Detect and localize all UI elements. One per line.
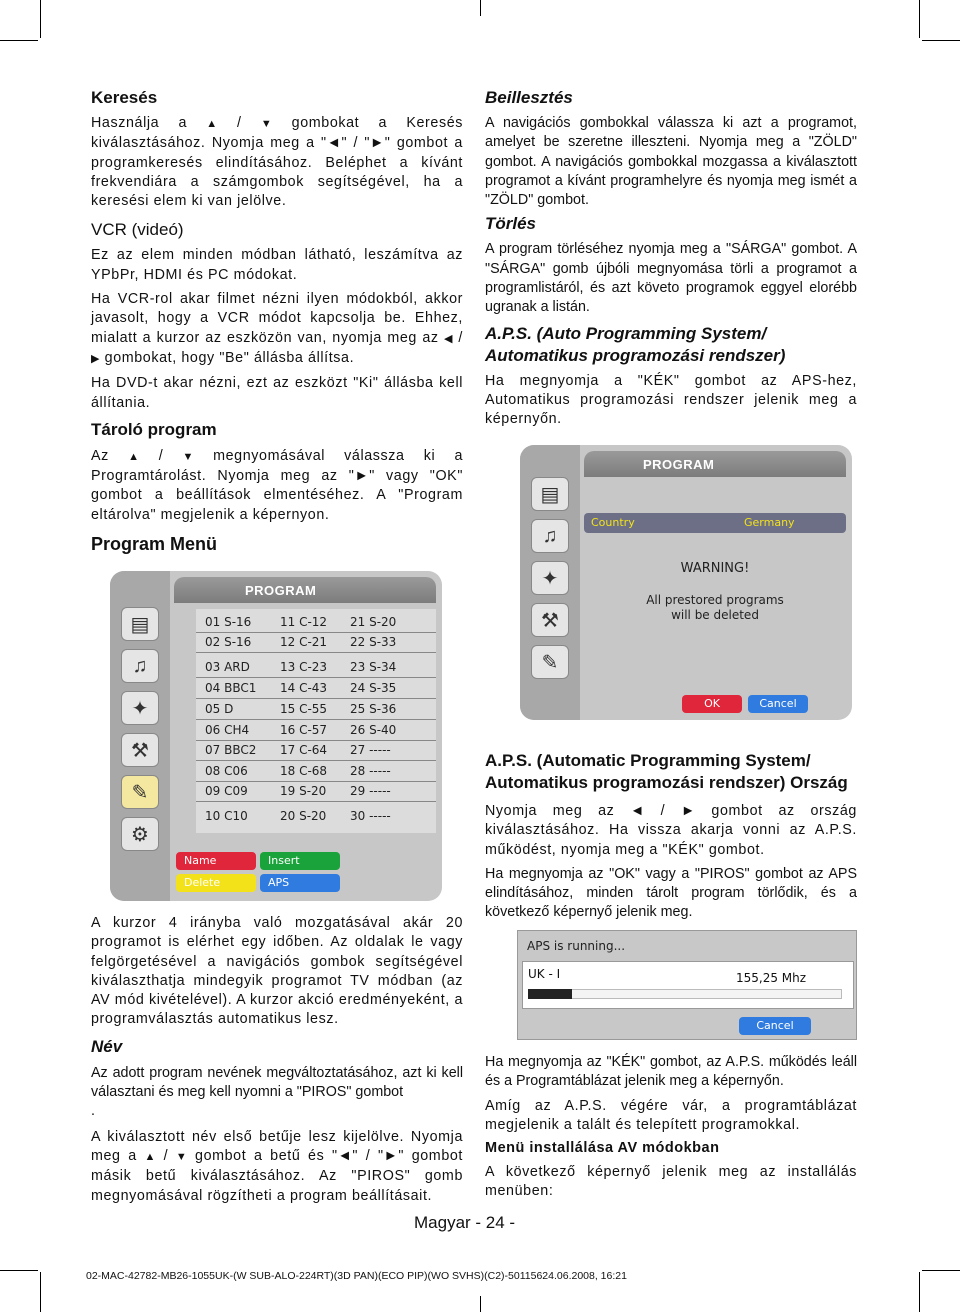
grid-line [196, 760, 436, 761]
down-arrow-icon: ▼ [182, 450, 194, 463]
install-icon: ⚒ [531, 603, 569, 637]
nev-text-2: A kiválasztott név első betűje lesz kijelölve. Nyomja meg a ▲ / ▼ gombot a betű és "◄" / "►" gombot másik betű kiválasztásához. Az "PIROS" gomb megnyomásával rögzítheti a program beállításait. [91, 1128, 463, 1204]
crop-mark [919, 0, 920, 38]
down-arrow-icon: ▼ [175, 1150, 188, 1163]
grid-line [196, 698, 436, 699]
section-title-vcr: VCR (videó) [91, 220, 184, 240]
crop-mark [922, 1270, 960, 1271]
country-label: Country [591, 516, 635, 529]
program-cell[interactable]: 27 ----- [350, 743, 391, 757]
section-title-taro: Tároló program [91, 419, 217, 439]
ok-button[interactable]: OK [682, 695, 742, 713]
warning-title: WARNING! [680, 561, 750, 576]
program-cell[interactable]: 05 D [205, 702, 234, 716]
feature-icon: ✦ [121, 691, 159, 725]
picture-icon: ▤ [121, 607, 159, 641]
aps-running-title: APS is running... [527, 939, 626, 953]
grid-line [196, 677, 436, 678]
section-title-aps-country: A.P.S. (Automatic Programming System/ Automatikus programozási rendszer) Ország [485, 751, 848, 792]
up-arrow-icon: ▲ [128, 450, 140, 463]
aps-running-box [517, 930, 857, 1040]
grid-line [196, 801, 436, 802]
program-cell[interactable]: 11 C-12 [280, 615, 328, 629]
crop-mark [919, 1272, 920, 1312]
install-icon: ⚒ [121, 733, 159, 767]
left-arrow-icon: ◀ [444, 332, 454, 345]
right-column-bottom [485, 1053, 857, 1202]
av-text: A következő képernyő jelenik meg az installálás menüben: [485, 1164, 857, 1200]
section-title-program-menu: Program Menü [91, 534, 218, 555]
torles-text: A program törléséhez nyomja meg a "SÁRGA" gombot. A "SÁRGA" gomb újbóli megnyomása törli a programot a programlistáról, és azt követo programok eggyel elorébb ugranak a listán. [485, 241, 857, 316]
aps-progress-fill [528, 989, 572, 999]
sound-icon: ♫ [121, 649, 159, 683]
country-value: Germany [744, 516, 795, 529]
nev-text-1: Az adott program nevének megváltoztatásához, azt ki kell választani és meg kell nyomni a "PIROS" gombot . [91, 1064, 463, 1120]
program-cell[interactable]: 19 S-20 [280, 784, 327, 798]
crop-mark [480, 0, 481, 16]
section-title-av: Menü installálása AV módokban [485, 1140, 720, 1157]
program-cell[interactable]: 28 ----- [350, 764, 391, 778]
program-cell[interactable]: 23 S-34 [350, 660, 397, 674]
right-arrow-icon: ▶ [91, 352, 101, 365]
section-title-nev: Név [91, 1036, 123, 1056]
aps-cancel-button[interactable]: Cancel [739, 1017, 811, 1035]
program-cell[interactable]: 16 C-57 [280, 723, 328, 737]
program-cell[interactable]: 02 S-16 [205, 635, 252, 649]
warning-message-2: will be deleted [671, 608, 759, 622]
program-cell[interactable]: 21 S-20 [350, 615, 397, 629]
vcr-text-3: Ha DVD-t akar nézni, ezt az eszközt "Ki" állásba kell állítania. [91, 375, 463, 411]
program-cell[interactable]: 01 S-16 [205, 615, 252, 629]
program-cell[interactable]: 07 BBC2 [205, 743, 257, 757]
right-column [485, 87, 857, 430]
taro-text: Az ▲ / ▼ megnyomásával válassza ki a Programtárolást. Nyomja meg az "►" vagy "OK" gombot a beállítások elmentéséhez. A "Program eltárolva" megjelenik a képernyon. [91, 447, 464, 523]
aps-country-text-2: Ha megnyomja az "OK" vagy a "PIROS" gombot az APS elindításához, minden tárolt program törlődik, és a következő képernyő jelenik meg. [485, 865, 857, 921]
aps-progress-area [522, 961, 854, 1009]
aps-progress-track [528, 989, 842, 999]
menu-title: PROGRAM [643, 457, 715, 472]
section-title-aps: A.P.S. (Auto Programming System/ Automatikus programozási rendszer) [485, 323, 786, 365]
program-icon: ✎ [121, 775, 159, 809]
delete-button[interactable]: Delete [176, 874, 256, 892]
program-cell[interactable]: 15 C-55 [280, 702, 328, 716]
print-footer: 02-MAC-42782-MB26-1055UK-(W SUB-ALO-224RT)(3D PAN)(ECO PIP)(WO SVHS)(C2)-50115624.06.2008, 16:21 [86, 1270, 627, 1282]
left-column [91, 87, 463, 555]
crop-mark [480, 1296, 481, 1312]
grid-line [196, 740, 436, 741]
aps-stop-text: Ha megnyomja az "KÉK" gombot, az A.P.S. működés leáll és a Programtáblázat jelenik meg a képernyőn. [485, 1054, 857, 1090]
grid-line [196, 781, 436, 782]
aps-warning-screen [520, 445, 852, 720]
section-title-beillesztes: Beillesztés [485, 88, 573, 107]
program-cell[interactable]: 24 S-35 [350, 681, 397, 695]
grid-line [196, 652, 436, 653]
program-cell[interactable]: 03 ARD [205, 660, 250, 674]
aps-channel: UK - I [528, 967, 561, 981]
program-cell[interactable]: 06 CH4 [205, 723, 250, 737]
section-title-kereses: Keresés [91, 88, 158, 107]
program-icon: ✎ [531, 645, 569, 679]
program-cell[interactable]: 08 C06 [205, 764, 248, 778]
cancel-button[interactable]: Cancel [748, 695, 808, 713]
section-title-torles: Törlés [485, 214, 537, 234]
program-cell[interactable]: 12 C-21 [280, 635, 328, 649]
crop-mark [0, 40, 38, 41]
picture-icon: ▤ [531, 477, 569, 511]
program-cell[interactable]: 04 BBC1 [205, 681, 257, 695]
program-cell[interactable]: 26 S-40 [350, 723, 397, 737]
aps-text: Ha megnyomja a "KÉK" gombot az APS-hez, Automatikus programozási rendszer jelenik meg a képernyőn. [485, 372, 857, 428]
program-cell[interactable]: 13 C-23 [280, 660, 328, 674]
program-cell[interactable]: 14 C-43 [280, 681, 328, 695]
grid-line [196, 719, 436, 720]
crop-mark [40, 0, 41, 38]
aps-country-text-1: Nyomja meg az ◄ / ► gombot az ország kiválasztásához. Ha vissza akarja vonni az A.P.S. működést, nyomja meg a "KÉK" gombot. [485, 803, 857, 858]
up-arrow-icon: ▲ [144, 1150, 156, 1163]
program-cell[interactable]: 18 C-68 [280, 764, 328, 778]
vcr-text-1: Ez az elem minden módban látható, leszámítva az YPbPr, HDMI és PC módokat. [91, 247, 463, 283]
left-column-lower [91, 914, 463, 1206]
crop-mark [40, 1272, 41, 1312]
aps-wait-text: Amíg az A.P.S. végére vár, a programtáblázat megjelenik a talált és telepített programokkal. [485, 1097, 857, 1133]
program-cell[interactable]: 25 S-36 [350, 702, 397, 716]
program-cell[interactable]: 17 C-64 [280, 743, 328, 757]
aps-button[interactable]: APS [260, 874, 340, 892]
program-menu-screen [110, 571, 442, 901]
menu-title-bar [584, 451, 846, 477]
beillesztes-text: A navigációs gombokkal válassza ki azt a programot, amelyet be szeretne illeszteni. Nyomja meg a "ZÖLD" gombot. A navigációs gombokkal mozgassa a kiválasztott programot a kívánt programhelyre és nyomja meg ismét a "ZÖLD" gombot. [485, 115, 857, 209]
program-cell[interactable]: 29 ----- [350, 784, 391, 798]
program-cell[interactable]: 09 C09 [205, 784, 248, 798]
down-arrow-icon: ▼ [260, 118, 273, 130]
up-arrow-icon: ▲ [206, 118, 218, 130]
kereses-text: Használja a ▲ / ▼ gombokat a Keresés kiválasztásához. Nyomja meg a "◄" / "►" gombot a programkeresés elindításához. Beléphet a kívánt frekvendiára a számgombok segítségével, ha a keresési elem ki van jelölve. [91, 115, 463, 210]
warning-message-1: All prestored programs [646, 593, 784, 607]
insert-button[interactable]: Insert [260, 852, 340, 870]
program-cell[interactable]: 20 S-20 [280, 809, 327, 823]
program-cell[interactable]: 22 S-33 [350, 635, 397, 649]
kurzor-text: A kurzor 4 irányba való mozgatásával akár 20 programot is elérhet egy időben. Az oldalak le vagy felgörgetésével a navigációs gombok segítségével kiválaszthatja mindegyik programot TV módban (az AV mód kivételével). A kurzor akció eredményeként, a programválasztás automatikus lesz. [91, 915, 463, 1028]
aps-frequency: 155,25 Mhz [736, 971, 807, 985]
grid-line [196, 632, 436, 633]
vcr-text-2: Ha VCR-rol akar filmet nézni ilyen módokból, akkor javasolt, hogy a VCR módot kapcsolja be. Ehhez, mialatt a kurzor az eszközön van, nyomja meg az ◀ / ▶ gombokat, hogy "Be" állásba állítsa. [91, 290, 463, 369]
name-button[interactable]: Name [176, 852, 256, 870]
page-number: Magyar - 24 - [414, 1213, 516, 1232]
source-icon: ⚙ [121, 817, 159, 851]
feature-icon: ✦ [531, 561, 569, 595]
program-cell[interactable]: 30 ----- [350, 809, 391, 823]
crop-mark [0, 1270, 38, 1271]
crop-mark [922, 40, 960, 41]
right-column-lower [485, 750, 857, 923]
sound-icon: ♫ [531, 519, 569, 553]
menu-title: PROGRAM [245, 583, 317, 598]
program-cell[interactable]: 10 C10 [205, 809, 248, 823]
